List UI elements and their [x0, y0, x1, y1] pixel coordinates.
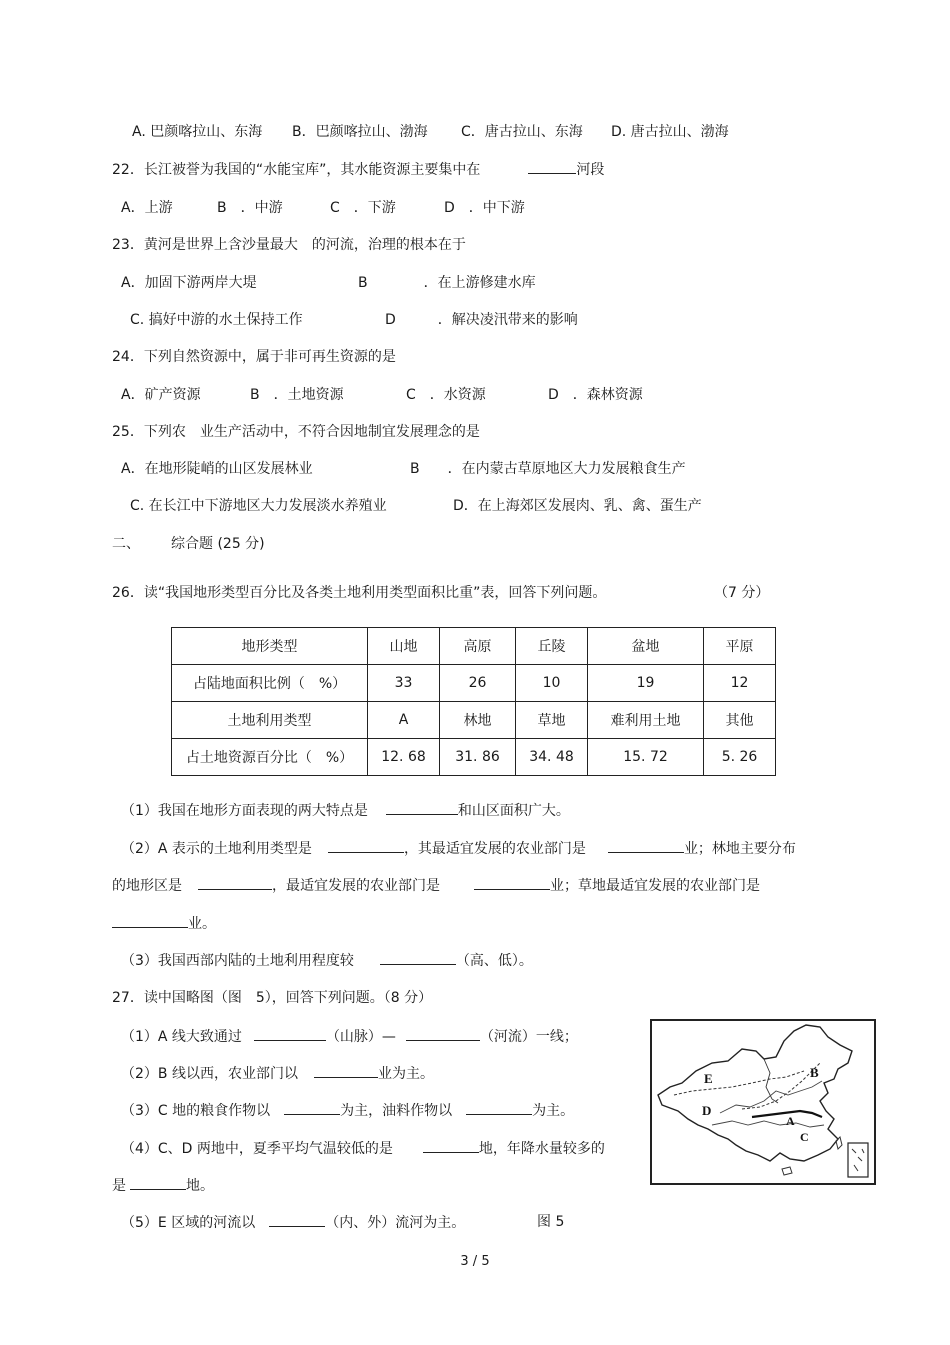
q27-sub4-pre: （4）C、D 两地中，夏季平均气温较低的是	[121, 1141, 393, 1157]
table-row	[172, 665, 776, 702]
answer-blank[interactable]	[466, 1100, 532, 1115]
q26-sub2-line3	[112, 913, 216, 934]
q27-sub5-post: （内、外）流河为主。	[325, 1215, 466, 1231]
q22-stem	[112, 159, 604, 180]
q23-option-c: C. 搞好中游的水土保持工作	[130, 312, 303, 328]
q23-option-d: D ．解决凌汛带来的影响	[385, 312, 578, 328]
table-cell: 山地	[368, 628, 440, 665]
q25-option-a: A．在地形陡峭的山区发展林业	[121, 461, 313, 477]
q26-sub2b-post: 业；草地最适宜发展的农业部门是	[550, 878, 760, 894]
table-cell: 其他	[704, 702, 776, 739]
table-cell: 难利用土地	[588, 702, 704, 739]
table-row	[172, 702, 776, 739]
line-b-boundary	[742, 1063, 820, 1109]
table-cell: 丘陵	[516, 628, 588, 665]
table-cell: 5. 26	[704, 739, 776, 776]
q26-sub1	[121, 800, 570, 821]
q27-sub1	[121, 1026, 578, 1047]
table-cell: 15. 72	[588, 739, 704, 776]
q26-sub3-post: （高、低）。	[455, 953, 533, 969]
china-sketch-map	[650, 1019, 876, 1185]
q26-sub3-pre: （3）我国西部内陆的土地利用程度较	[121, 953, 354, 969]
q21-option-b: B．巴颜喀拉山、渤海	[292, 124, 428, 140]
answer-blank[interactable]	[254, 1026, 326, 1041]
figure-caption: 图 5	[537, 1214, 565, 1230]
south-china-sea-inset	[848, 1143, 868, 1177]
answer-blank[interactable]	[198, 875, 272, 890]
q26-sub1-pre: （1）我国在地形方面表现的两大特点是	[121, 803, 368, 819]
q26-sub2c-post: 业。	[188, 916, 216, 932]
line-e-boundary	[674, 1071, 804, 1095]
table-cell: 33	[368, 665, 440, 702]
q24-stem: 24．下列自然资源中，属于非可再生资源的是	[112, 349, 396, 365]
q23-option-a: A．加固下游两岸大堤	[121, 275, 257, 291]
q26-sub2-pre: （2）A 表示的土地利用类型是	[121, 841, 312, 857]
q27-sub3	[121, 1100, 574, 1121]
inner-boundary	[764, 1059, 778, 1103]
answer-blank[interactable]	[269, 1212, 325, 1227]
q21-option-c: C．唐古拉山、东海	[461, 124, 583, 140]
yangtze-river	[712, 1121, 824, 1127]
q24-option-d: D ．森林资源	[548, 387, 643, 403]
q27-sub3-post: 为主。	[532, 1103, 575, 1119]
q22-option-c: C ．下游	[330, 200, 396, 216]
table-cell: 盆地	[588, 628, 704, 665]
q27-sub4b-post: 地。	[186, 1178, 214, 1194]
map-label-d: D	[702, 1103, 712, 1118]
q27-sub4-post: 地，年降水量较多的	[478, 1141, 605, 1157]
table-cell: 10	[516, 665, 588, 702]
q26-sub3	[121, 950, 533, 971]
answer-blank[interactable]	[608, 838, 684, 853]
table-cell: 地形类型	[172, 628, 368, 665]
answer-blank[interactable]	[380, 950, 456, 965]
q27-sub2-pre: （2）B 线以西，农业部门以	[121, 1066, 298, 1082]
table-row	[172, 628, 776, 665]
map-label-e: E	[704, 1071, 713, 1086]
answer-blank[interactable]	[528, 159, 576, 174]
answer-blank[interactable]	[386, 800, 458, 815]
q27-stem: 27．读中国略图（图 5），回答下列问题。（8 分）	[112, 990, 433, 1006]
answer-blank[interactable]	[406, 1026, 480, 1041]
answer-blank[interactable]	[328, 838, 404, 853]
answer-blank[interactable]	[130, 1175, 186, 1190]
south-china-sea-islands	[852, 1149, 864, 1171]
q22-option-a: A．上游	[121, 200, 173, 216]
answer-blank[interactable]	[423, 1138, 479, 1153]
q27-sub1-post: （河流）一线；	[479, 1029, 578, 1045]
q26-sub2-line1	[121, 838, 796, 859]
answer-blank[interactable]	[284, 1100, 340, 1115]
q25-option-d: D．在上海郊区发展肉、乳、禽、蛋生产	[453, 498, 702, 514]
q24-option-a: A．矿产资源	[121, 387, 201, 403]
q23-stem: 23．黄河是世界上含沙量最大 的河流，治理的根本在于	[112, 237, 466, 253]
table-cell: 平原	[704, 628, 776, 665]
q27-sub3-mid: 为主，油料作物以	[340, 1103, 453, 1119]
page-number: 3 / 5	[460, 1254, 490, 1269]
china-map-figure	[652, 1021, 874, 1183]
table-cell: 占土地资源百分比（ %）	[172, 739, 368, 776]
q27-sub4	[121, 1138, 605, 1159]
q25-option-b: B ．在内蒙古草原地区大力发展粮食生产	[410, 461, 686, 477]
table-cell: 12. 68	[368, 739, 440, 776]
section-title: 综合题 (25 分)	[171, 536, 265, 552]
q26-stem: 26．读“我国地形类型百分比及各类土地利用类型面积比重”表，回答下列问题。	[112, 585, 607, 601]
table-cell: 34. 48	[516, 739, 588, 776]
answer-blank[interactable]	[474, 875, 550, 890]
table-cell: 草地	[516, 702, 588, 739]
q27-sub2-post: 业为主。	[377, 1066, 434, 1082]
q26-sub2b-mid: ，最适宜发展的农业部门是	[272, 878, 440, 894]
q27-sub5-pre: （5）E 区域的河流以	[121, 1215, 256, 1231]
q22-option-d: D ．中下游	[444, 200, 525, 216]
terrain-land-use-table	[171, 627, 776, 776]
q21-option-d: D. 唐古拉山、渤海	[611, 124, 729, 140]
q26-sub2-mid: ，其最适宜发展的农业部门是	[403, 841, 586, 857]
table-cell: 12	[704, 665, 776, 702]
q27-sub4-cont	[112, 1175, 214, 1196]
q24-option-b: B ．土地资源	[250, 387, 344, 403]
q25-option-c: C. 在长江中下游地区大力发展淡水养殖业	[130, 498, 387, 514]
q21-option-a: A. 巴颜喀拉山、东海	[132, 124, 263, 140]
table-cell: 31. 86	[440, 739, 516, 776]
q27-sub2	[121, 1063, 434, 1084]
q27-sub1-mid: （山脉）—	[325, 1029, 396, 1045]
q22-stem-text: 22．长江被誉为我国的“水能宝库”，其水能资源主要集中在	[112, 162, 481, 178]
q22-stem-tail: 河段	[576, 162, 605, 178]
table-cell: 高原	[440, 628, 516, 665]
q24-option-c: C ．水资源	[406, 387, 486, 403]
table-cell: 26	[440, 665, 516, 702]
q27-sub1-pre: （1）A 线大致通过	[121, 1029, 242, 1045]
q26-sub1-post: 和山区面积广大。	[457, 803, 570, 819]
q26-sub2b-pre: 的地形区是	[112, 878, 182, 894]
map-label-c: C	[800, 1130, 809, 1144]
answer-blank[interactable]	[314, 1063, 378, 1078]
q27-sub4b-pre: 是	[112, 1178, 126, 1194]
table-cell: A	[368, 702, 440, 739]
hainan-island	[782, 1167, 792, 1175]
answer-blank[interactable]	[112, 913, 188, 928]
q25-stem: 25．下列农 业生产活动中，不符合因地制宜发展理念的是	[112, 424, 480, 440]
china-outline	[658, 1025, 852, 1161]
q27-sub5	[121, 1212, 465, 1233]
table-cell: 19	[588, 665, 704, 702]
q26-score: （7 分）	[714, 585, 770, 601]
q23-option-b: B ．在上游修建水库	[358, 275, 536, 291]
table-cell: 占陆地面积比例（ %）	[172, 665, 368, 702]
q26-sub2-post: 业；林地主要分布	[683, 841, 796, 857]
q26-sub2-line2	[112, 875, 760, 896]
table-cell: 土地利用类型	[172, 702, 368, 739]
q22-option-b: B ．中游	[217, 200, 283, 216]
section-number: 二、	[112, 536, 140, 552]
map-label-a: A	[786, 1114, 795, 1128]
map-label-b: B	[810, 1065, 819, 1080]
q27-sub3-pre: （3）C 地的粮食作物以	[121, 1103, 271, 1119]
table-row	[172, 739, 776, 776]
table-cell: 林地	[440, 702, 516, 739]
